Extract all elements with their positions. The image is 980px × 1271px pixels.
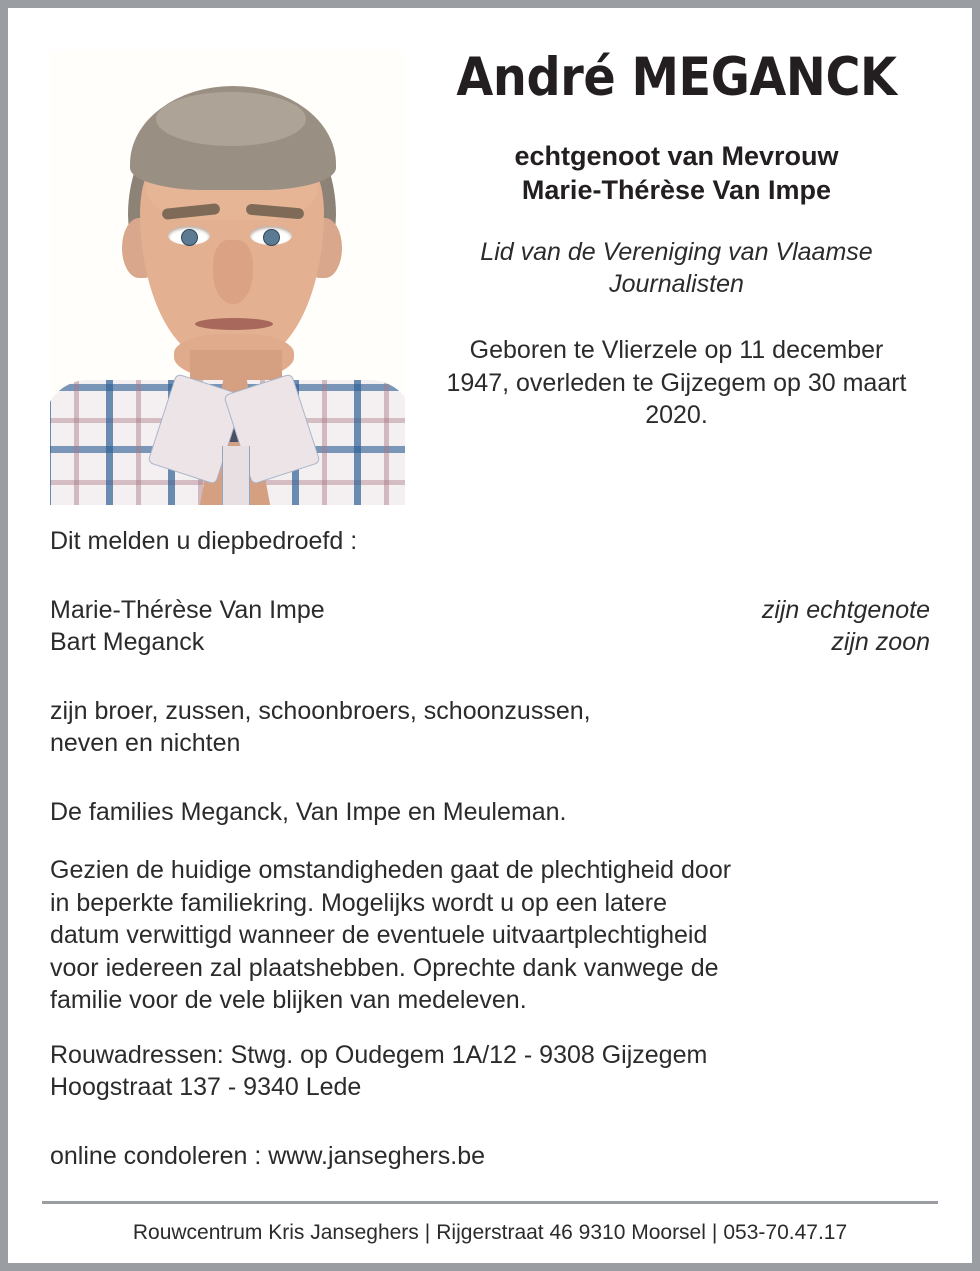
- address-line-2: Hoogstraat 137 - 9340 Lede: [50, 1073, 362, 1101]
- card-inner: [8, 8, 972, 1263]
- family-member-name: Marie-Thérèse Van Impe: [50, 595, 325, 624]
- ceremony-notice-line-3: datum verwittigd wanneer de eventuele uitvaartplechtigheid: [50, 921, 708, 949]
- spouse-block: [423, 139, 930, 207]
- birth-death-text: Geboren te Vlierzele op 11 december 1947, overleden te Gijzegem op 30 maart 2020.: [446, 336, 907, 430]
- relatives-block: [50, 695, 930, 760]
- family-row: [50, 594, 930, 627]
- address-line-1: Rouwadressen: Stwg. op Oudegem 1A/12 - 9308 Gijzegem: [50, 1040, 708, 1069]
- family-member-name: Bart Meganck: [50, 628, 205, 656]
- family-member-relation: zijn echtgenote: [761, 595, 930, 624]
- portrait-image: [50, 50, 405, 505]
- mouth-shape: [195, 318, 273, 330]
- footer-separator-2: |: [711, 1220, 718, 1244]
- family-list: [50, 594, 930, 659]
- deceased-photo: [50, 50, 405, 505]
- lead-line: Dit melden u diepbedroefd :: [50, 527, 358, 555]
- hair-highlight-shape: [156, 92, 306, 146]
- body-section: [50, 505, 930, 1172]
- family-member-relation: zijn zoon: [831, 628, 930, 656]
- footer-company: Rouwcentrum Kris Janseghers: [132, 1220, 419, 1244]
- ceremony-notice-line-1: Gezien de huidige omstandigheden gaat de plechtigheid door: [50, 856, 732, 884]
- ceremony-notice: [50, 854, 930, 1017]
- membership-text: Lid van de Vereniging van Vlaamse Journalisten: [480, 238, 873, 298]
- spouse-line-2: Marie-Thérèse Van Impe: [521, 175, 832, 206]
- nose-shape: [213, 240, 253, 304]
- iris-left-shape: [181, 229, 198, 246]
- shirt-placket-shape: [222, 446, 250, 505]
- families-line: De families Meganck, Van Impe en Meuleman.: [50, 797, 567, 826]
- footer-address: Rijgerstraat 46 9310 Moorsel: [436, 1220, 706, 1244]
- online-condolence-line[interactable]: online condoleren : www.janseghers.be: [50, 1141, 485, 1170]
- ceremony-notice-line-2: in beperkte familiekring. Mogelijks wordt u op een latere: [50, 888, 667, 917]
- ceremony-notice-line-4: voor iedereen zal plaatshebben. Oprechte dank vanwege de: [50, 953, 719, 982]
- relatives-line-2: neven en nichten: [50, 729, 241, 757]
- footer: [8, 1201, 972, 1263]
- header-section: [50, 8, 930, 505]
- heading-column: [405, 47, 930, 432]
- footer-separator-1: |: [424, 1220, 431, 1244]
- family-row: [50, 626, 930, 659]
- ceremony-notice-line-5: familie voor de vele blijken van medeleven.: [50, 986, 527, 1014]
- footer-phone: 053-70.47.17: [723, 1220, 848, 1244]
- mourning-addresses: [50, 1039, 930, 1104]
- footer-text: [42, 1204, 938, 1263]
- relatives-line-1: zijn broer, zussen, schoonbroers, schoonzussen,: [50, 696, 591, 725]
- spouse-line-1: echtgenoot van Mevrouw: [514, 141, 839, 172]
- iris-right-shape: [263, 229, 280, 246]
- deceased-name: André MEGANCK: [456, 47, 897, 108]
